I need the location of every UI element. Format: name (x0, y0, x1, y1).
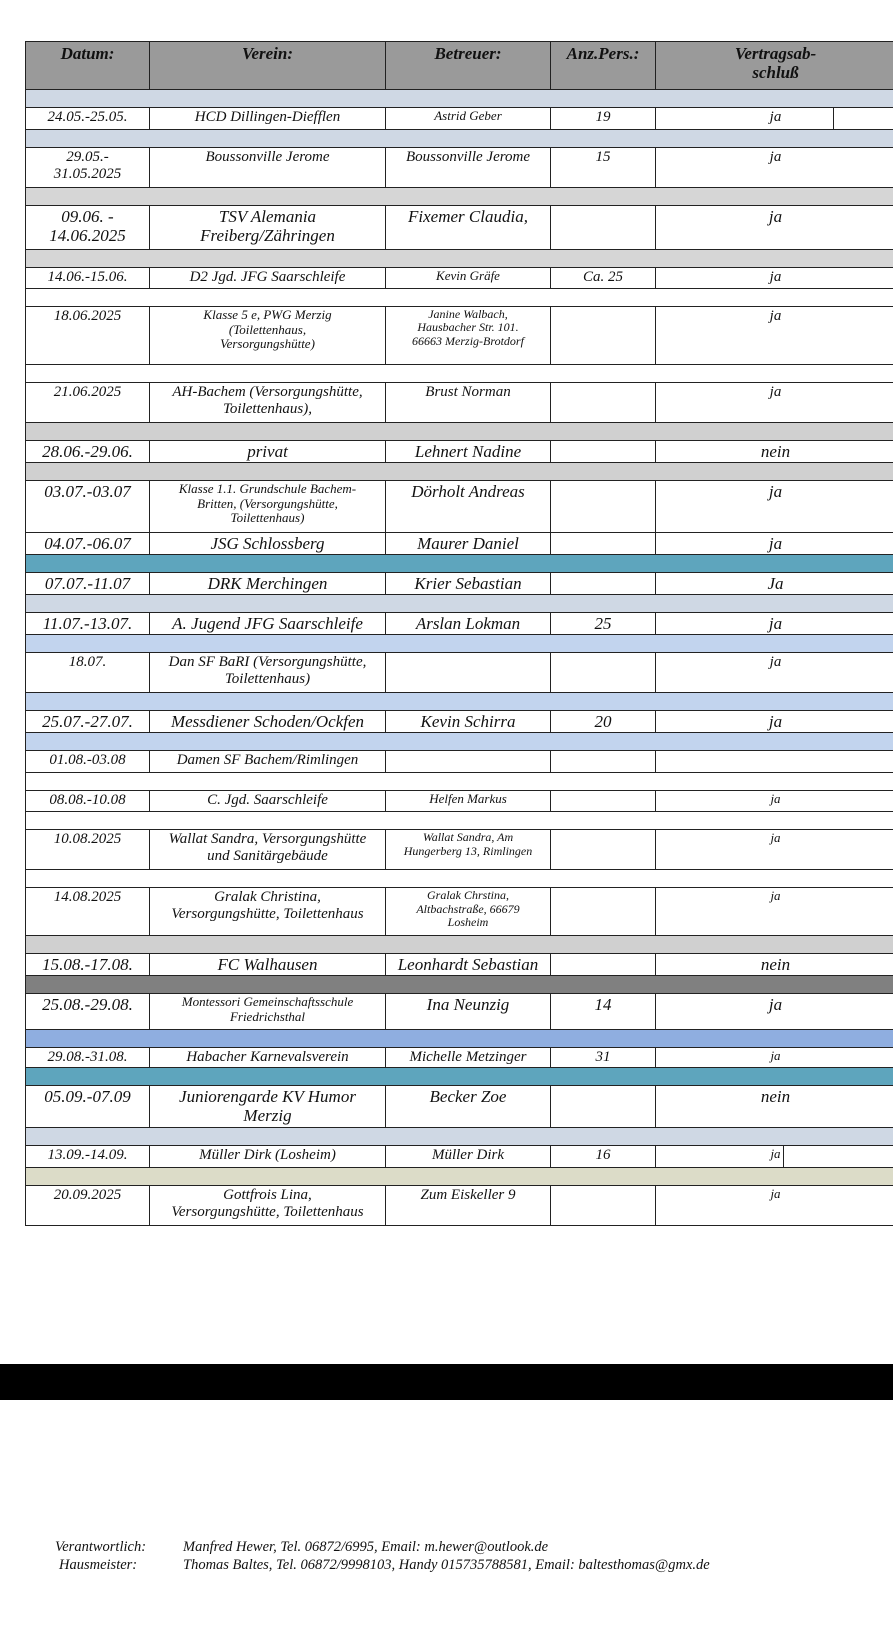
separator-row (26, 555, 893, 573)
table-row (26, 573, 893, 595)
cell-verein: Wallat Sandra, Versorgungshütte und Sanitärgebäude (150, 830, 386, 870)
cell-verein: D2 Jgd. JFG Saarschleife (150, 268, 386, 289)
cell-datum: 18.07. (26, 653, 150, 693)
cell-betreuer: Arslan Lokman (386, 613, 551, 635)
header-vertragsabschluss: Vertragsab- schluß (656, 42, 893, 90)
header-datum: Datum: (26, 42, 150, 90)
table-body (26, 90, 893, 1226)
cell-vertrag: ja (656, 533, 893, 555)
cell-betreuer: Wallat Sandra, Am Hungerberg 13, Rimlingen (386, 830, 551, 870)
separator-cell (26, 693, 893, 711)
cell-vertrag: ja (656, 1146, 893, 1168)
cell-anz (551, 573, 656, 595)
table-row (26, 1146, 893, 1168)
cell-anz (551, 533, 656, 555)
table-row (26, 711, 893, 733)
cell-anz (551, 481, 656, 533)
cell-verein: TSV Alemania Freiberg/Zähringen (150, 206, 386, 250)
separator-cell (26, 463, 893, 481)
table-row (26, 613, 893, 635)
separator-cell (26, 250, 893, 268)
separator-row (26, 976, 893, 994)
header-verein: Verein: (150, 42, 386, 90)
separator-row (26, 693, 893, 711)
separator-row (26, 733, 893, 751)
cell-verein: Dan SF BaRI (Versorgungshütte, Toilettenhaus) (150, 653, 386, 693)
cell-verein: AH-Bachem (Versorgungshütte, Toilettenhaus), (150, 383, 386, 423)
cell-datum: 18.06.2025 (26, 307, 150, 365)
separator-cell (26, 812, 893, 830)
cell-verein: Gralak Christina, Versorgungshütte, Toilettenhaus (150, 888, 386, 936)
separator-row (26, 365, 893, 383)
cell-vertrag: ja (656, 1186, 893, 1226)
cell-anz (551, 206, 656, 250)
separator-cell (26, 365, 893, 383)
cell-betreuer: Gralak Chrstina, Altbachstraße, 66679 Losheim (386, 888, 551, 936)
separator-row (26, 1128, 893, 1146)
footer-hausmeister (55, 1556, 710, 1574)
cell-anz (551, 830, 656, 870)
cell-datum: 09.06. - 14.06.2025 (26, 206, 150, 250)
separator-cell (26, 1030, 893, 1048)
black-bar (0, 1364, 893, 1400)
cell-datum: 07.07.-11.07 (26, 573, 150, 595)
cell-anz: 20 (551, 711, 656, 733)
separator-cell (26, 555, 893, 573)
cell-anz (551, 1086, 656, 1128)
cell-anz (551, 954, 656, 976)
separator-row (26, 1030, 893, 1048)
cell-datum: 29.08.-31.08. (26, 1048, 150, 1068)
cell-datum: 05.09.-07.09 (26, 1086, 150, 1128)
separator-cell (26, 1068, 893, 1086)
table-row (26, 268, 893, 289)
cell-vertrag: ja (656, 613, 893, 635)
cell-divider (783, 1146, 784, 1167)
separator-row (26, 812, 893, 830)
table-row (26, 830, 893, 870)
cell-anz (551, 441, 656, 463)
cell-datum: 03.07.-03.07 (26, 481, 150, 533)
cell-verein: Klasse 1.1. Grundschule Bachem- Britten, (Versorgungshütte, Toilettenhaus) (150, 481, 386, 533)
cell-betreuer (386, 653, 551, 693)
table-header-row (26, 42, 893, 90)
cell-verein: Klasse 5 e, PWG Merzig (Toilettenhaus, Versorgungshütte) (150, 307, 386, 365)
header-betreuer: Betreuer: (386, 42, 551, 90)
cell-betreuer: Helfen Markus (386, 791, 551, 812)
cell-betreuer: Dörholt Andreas (386, 481, 551, 533)
cell-vertrag: ja (656, 830, 893, 870)
cell-anz: 31 (551, 1048, 656, 1068)
table-row (26, 994, 893, 1030)
cell-vertrag: ja (656, 994, 893, 1030)
separator-row (26, 870, 893, 888)
separator-cell (26, 870, 893, 888)
cell-betreuer: Zum Eiskeller 9 (386, 1186, 551, 1226)
cell-verein: Boussonville Jerome (150, 148, 386, 188)
cell-datum: 04.07.-06.07 (26, 533, 150, 555)
cell-anz (551, 653, 656, 693)
cell-anz: Ca. 25 (551, 268, 656, 289)
cell-vertrag: ja (656, 1048, 893, 1068)
cell-datum: 14.06.-15.06. (26, 268, 150, 289)
cell-betreuer: Brust Norman (386, 383, 551, 423)
cell-datum: 29.05.- 31.05.2025 (26, 148, 150, 188)
cell-anz (551, 383, 656, 423)
cell-anz: 19 (551, 108, 656, 130)
separator-cell (26, 130, 893, 148)
table-row (26, 751, 893, 773)
cell-verein: Damen SF Bachem/Rimlingen (150, 751, 386, 773)
separator-cell (26, 976, 893, 994)
cell-vertrag: ja (656, 206, 893, 250)
table-row (26, 383, 893, 423)
cell-verein: Juniorengarde KV Humor Merzig (150, 1086, 386, 1128)
cell-verein: privat (150, 441, 386, 463)
cell-vertrag: ja (656, 653, 893, 693)
cell-anz (551, 751, 656, 773)
separator-row (26, 188, 893, 206)
separator-cell (26, 289, 893, 307)
table-row (26, 148, 893, 188)
separator-cell (26, 188, 893, 206)
cell-vertrag: ja (656, 148, 893, 188)
cell-betreuer: Kevin Schirra (386, 711, 551, 733)
table-row (26, 1048, 893, 1068)
hausmeister-text: Thomas Baltes, Tel. 06872/9998103, Handy 015735788581, Email: baltesthomas@gmx.de (183, 1557, 710, 1573)
cell-vertrag: ja (656, 268, 893, 289)
cell-betreuer: Kevin Gräfe (386, 268, 551, 289)
table-row (26, 954, 893, 976)
separator-row (26, 130, 893, 148)
cell-datum: 13.09.-14.09. (26, 1146, 150, 1168)
cell-datum: 25.08.-29.08. (26, 994, 150, 1030)
cell-verein: A. Jugend JFG Saarschleife (150, 613, 386, 635)
table-row (26, 791, 893, 812)
cell-datum: 24.05.-25.05. (26, 108, 150, 130)
cell-anz (551, 888, 656, 936)
table-row (26, 307, 893, 365)
cell-vertrag: ja (656, 481, 893, 533)
cell-verein: FC Walhausen (150, 954, 386, 976)
cell-verein: Montessori Gemeinschaftsschule Friedrichsthal (150, 994, 386, 1030)
separator-cell (26, 733, 893, 751)
table-row (26, 481, 893, 533)
cell-betreuer: Becker Zoe (386, 1086, 551, 1128)
booking-table (25, 41, 893, 1226)
separator-cell (26, 1168, 893, 1186)
separator-cell (26, 1128, 893, 1146)
cell-vertrag: ja (656, 383, 893, 423)
cell-anz (551, 791, 656, 812)
cell-datum: 21.06.2025 (26, 383, 150, 423)
cell-verein: C. Jgd. Saarschleife (150, 791, 386, 812)
footer (55, 1538, 710, 1574)
table-row (26, 206, 893, 250)
cell-datum: 10.08.2025 (26, 830, 150, 870)
table-row (26, 653, 893, 693)
cell-datum: 01.08.-03.08 (26, 751, 150, 773)
table-row (26, 888, 893, 936)
cell-betreuer: Michelle Metzinger (386, 1048, 551, 1068)
cell-betreuer: Fixemer Claudia, (386, 206, 551, 250)
cell-vertrag: nein (656, 954, 893, 976)
cell-anz (551, 307, 656, 365)
footer-verantwortlich (55, 1538, 710, 1556)
separator-cell (26, 595, 893, 613)
cell-verein: DRK Merchingen (150, 573, 386, 595)
separator-row (26, 1068, 893, 1086)
separator-cell (26, 773, 893, 791)
cell-datum: 28.06.-29.06. (26, 441, 150, 463)
cell-datum: 15.08.-17.08. (26, 954, 150, 976)
separator-row (26, 463, 893, 481)
cell-vertrag: nein (656, 1086, 893, 1128)
cell-divider (833, 108, 834, 129)
separator-row (26, 250, 893, 268)
cell-betreuer: Maurer Daniel (386, 533, 551, 555)
hausmeister-label: Hausmeister: (59, 1557, 138, 1573)
cell-betreuer: Leonhardt Sebastian (386, 954, 551, 976)
separator-row (26, 423, 893, 441)
cell-verein: Messdiener Schoden/Ockfen (150, 711, 386, 733)
cell-anz: 25 (551, 613, 656, 635)
cell-betreuer: Astrid Geber (386, 108, 551, 130)
cell-datum: 11.07.-13.07. (26, 613, 150, 635)
cell-betreuer: Boussonville Jerome (386, 148, 551, 188)
verantwortlich-label: Verantwortlich: (55, 1539, 147, 1555)
cell-vertrag (656, 751, 893, 773)
cell-anz: 15 (551, 148, 656, 188)
table-row (26, 1186, 893, 1226)
cell-vertrag: ja (656, 108, 893, 130)
separator-row (26, 289, 893, 307)
cell-verein: Müller Dirk (Losheim) (150, 1146, 386, 1168)
cell-betreuer: Ina Neunzig (386, 994, 551, 1030)
cell-anz (551, 1186, 656, 1226)
cell-betreuer: Müller Dirk (386, 1146, 551, 1168)
cell-vertrag: ja (656, 711, 893, 733)
separator-cell (26, 90, 893, 108)
cell-betreuer (386, 751, 551, 773)
cell-verein: Habacher Karnevalsverein (150, 1048, 386, 1068)
cell-betreuer: Lehnert Nadine (386, 441, 551, 463)
cell-vertrag: Ja (656, 573, 893, 595)
table-row (26, 108, 893, 130)
table-row (26, 1086, 893, 1128)
cell-vertrag: ja (656, 888, 893, 936)
cell-vertrag: ja (656, 791, 893, 812)
cell-betreuer: Janine Walbach, Hausbacher Str. 101. 66663 Merzig-Brotdorf (386, 307, 551, 365)
table-row (26, 533, 893, 555)
separator-row (26, 936, 893, 954)
cell-verein: JSG Schlossberg (150, 533, 386, 555)
cell-datum: 08.08.-10.08 (26, 791, 150, 812)
separator-cell (26, 423, 893, 441)
header-anz-pers: Anz.Pers.: (551, 42, 656, 90)
cell-anz: 14 (551, 994, 656, 1030)
cell-betreuer: Krier Sebastian (386, 573, 551, 595)
separator-cell (26, 635, 893, 653)
separator-row (26, 635, 893, 653)
table-row (26, 441, 893, 463)
cell-vertrag: nein (656, 441, 893, 463)
separator-row (26, 90, 893, 108)
verantwortlich-text: Manfred Hewer, Tel. 06872/6995, Email: m.hewer@outlook.de (183, 1539, 549, 1555)
separator-row (26, 1168, 893, 1186)
separator-cell (26, 936, 893, 954)
cell-datum: 14.08.2025 (26, 888, 150, 936)
separator-row (26, 595, 893, 613)
cell-verein: Gottfrois Lina, Versorgungshütte, Toilettenhaus (150, 1186, 386, 1226)
cell-vertrag: ja (656, 307, 893, 365)
cell-verein: HCD Dillingen-Diefflen (150, 108, 386, 130)
separator-row (26, 773, 893, 791)
cell-anz: 16 (551, 1146, 656, 1168)
cell-datum: 25.07.-27.07. (26, 711, 150, 733)
cell-datum: 20.09.2025 (26, 1186, 150, 1226)
